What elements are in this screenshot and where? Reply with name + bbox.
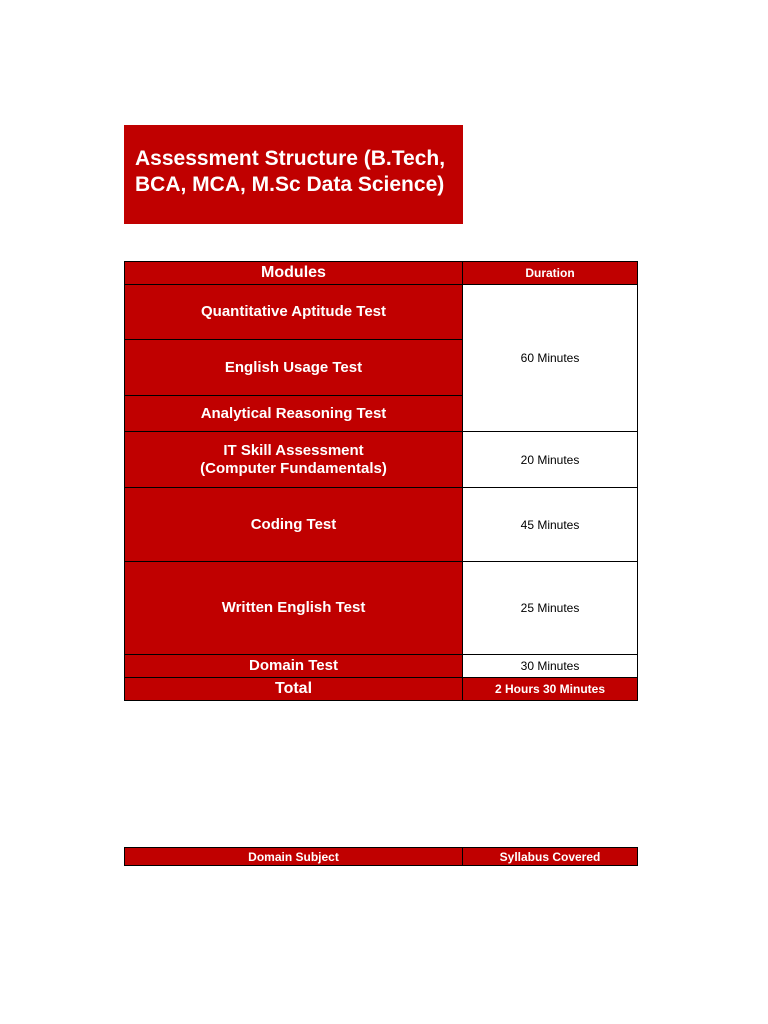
domain-subject-header: Domain Subject xyxy=(124,847,463,866)
module-it-skill xyxy=(124,431,463,488)
page-title-line-2: BCA, MCA, M.Sc Data Science) xyxy=(135,173,445,196)
page-title xyxy=(124,125,463,224)
module-coding: Coding Test xyxy=(124,487,463,562)
modules-header: Modules xyxy=(124,261,463,285)
total-value: 2 Hours 30 Minutes xyxy=(462,677,638,701)
module-it-skill-line-1: IT Skill Assessment xyxy=(223,441,364,459)
module-english-usage: English Usage Test xyxy=(124,339,463,396)
total-label: Total xyxy=(124,677,463,701)
module-it-skill-line-2: (Computer Fundamentals) xyxy=(200,459,387,477)
duration-written-english: 25 Minutes xyxy=(462,561,638,655)
module-domain: Domain Test xyxy=(124,654,463,678)
duration-domain: 30 Minutes xyxy=(462,654,638,678)
syllabus-covered-header: Syllabus Covered xyxy=(462,847,638,866)
module-written-english: Written English Test xyxy=(124,561,463,655)
duration-header: Duration xyxy=(462,261,638,285)
duration-60-minutes: 60 Minutes xyxy=(462,284,638,432)
module-analytical-reasoning: Analytical Reasoning Test xyxy=(124,395,463,432)
page-title-line-1: Assessment Structure (B.Tech, xyxy=(135,147,446,170)
duration-coding: 45 Minutes xyxy=(462,487,638,562)
duration-it-skill: 20 Minutes xyxy=(462,431,638,488)
module-quantitative-aptitude: Quantitative Aptitude Test xyxy=(124,284,463,340)
